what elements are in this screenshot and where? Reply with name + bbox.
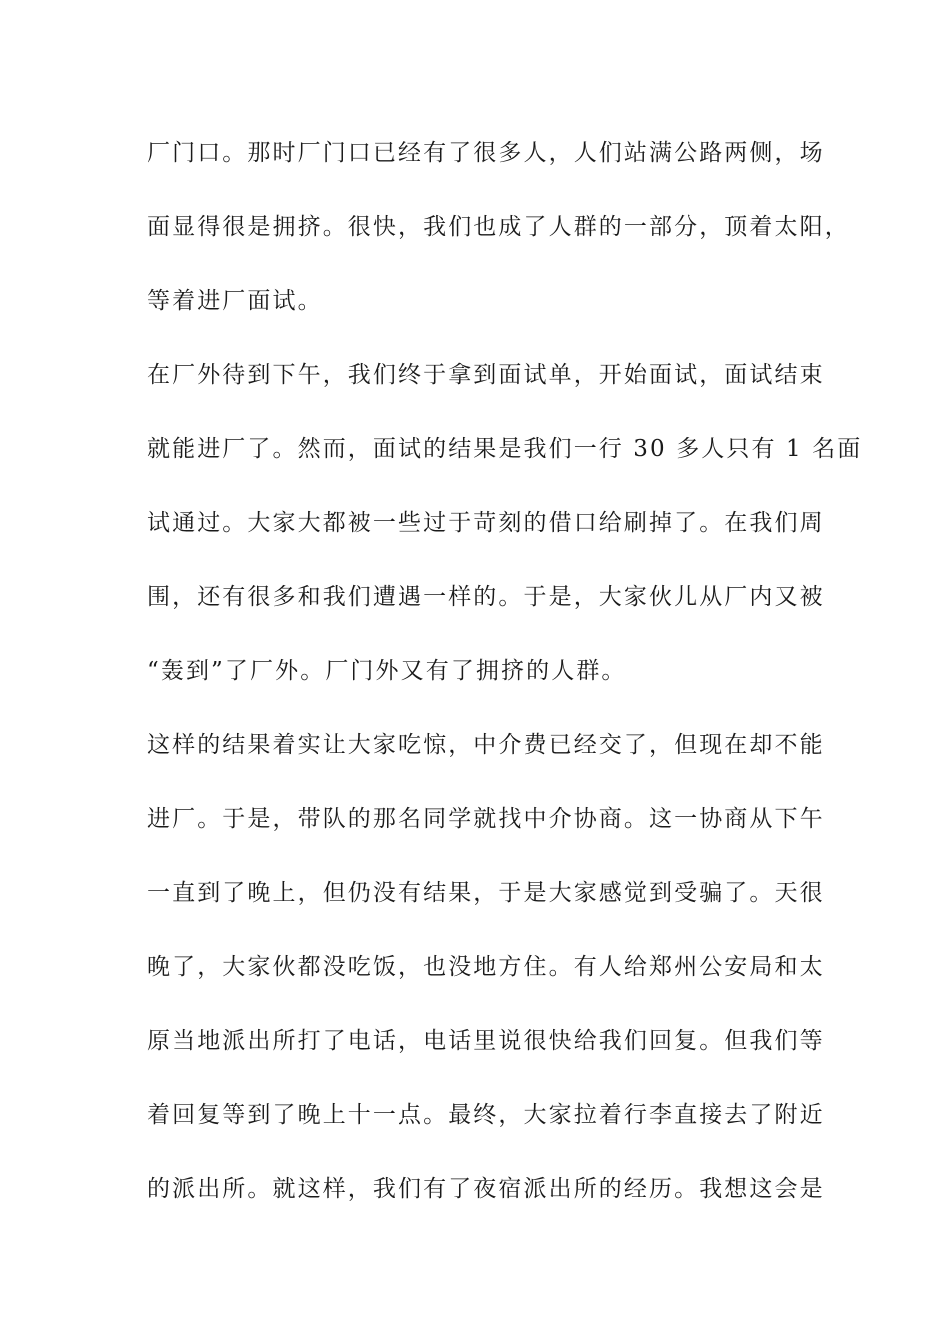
text-line: 厂门口。那时厂门口已经有了很多人，人们站满公路两侧，场 (147, 140, 825, 166)
text-line: 围，还有很多和我们遭遇一样的。于是，大家伙儿从厂内又被 (147, 584, 825, 610)
text-line: 在厂外待到下午，我们终于拿到面试单，开始面试，面试结束 (147, 362, 825, 388)
text-line: 试通过。大家大都被一些过于苛刻的借口给刷掉了。在我们周 (147, 510, 825, 536)
text-line: 的派出所。就这样，我们有了夜宿派出所的经历。我想这会是 (147, 1176, 825, 1202)
text-line: 一直到了晚上，但仍没有结果，于是大家感觉到受骗了。天很 (147, 880, 825, 906)
text-line: 晚了，大家伙都没吃饭，也没地方住。有人给郑州公安局和太 (147, 954, 825, 980)
text-line: 就能进厂了。然而，面试的结果是我们一行 30 多人只有 1 名面 (147, 436, 863, 462)
text-line: 进厂。于是，带队的那名同学就找中介协商。这一协商从下午 (147, 806, 825, 832)
text-line: “轰到”了厂外。厂门外又有了拥挤的人群。 (147, 658, 627, 684)
text-line: 等着进厂面试。 (147, 288, 323, 314)
text-line: 原当地派出所打了电话，电话里说很快给我们回复。但我们等 (147, 1028, 825, 1054)
body-text (147, 130, 863, 1240)
text-line: 面显得很是拥挤。很快，我们也成了人群的一部分，顶着太阳， (147, 214, 850, 240)
text-line: 着回复等到了晚上十一点。最终，大家拉着行李直接去了附近 (147, 1102, 825, 1128)
text-line: 这样的结果着实让大家吃惊，中介费已经交了，但现在却不能 (147, 732, 825, 758)
